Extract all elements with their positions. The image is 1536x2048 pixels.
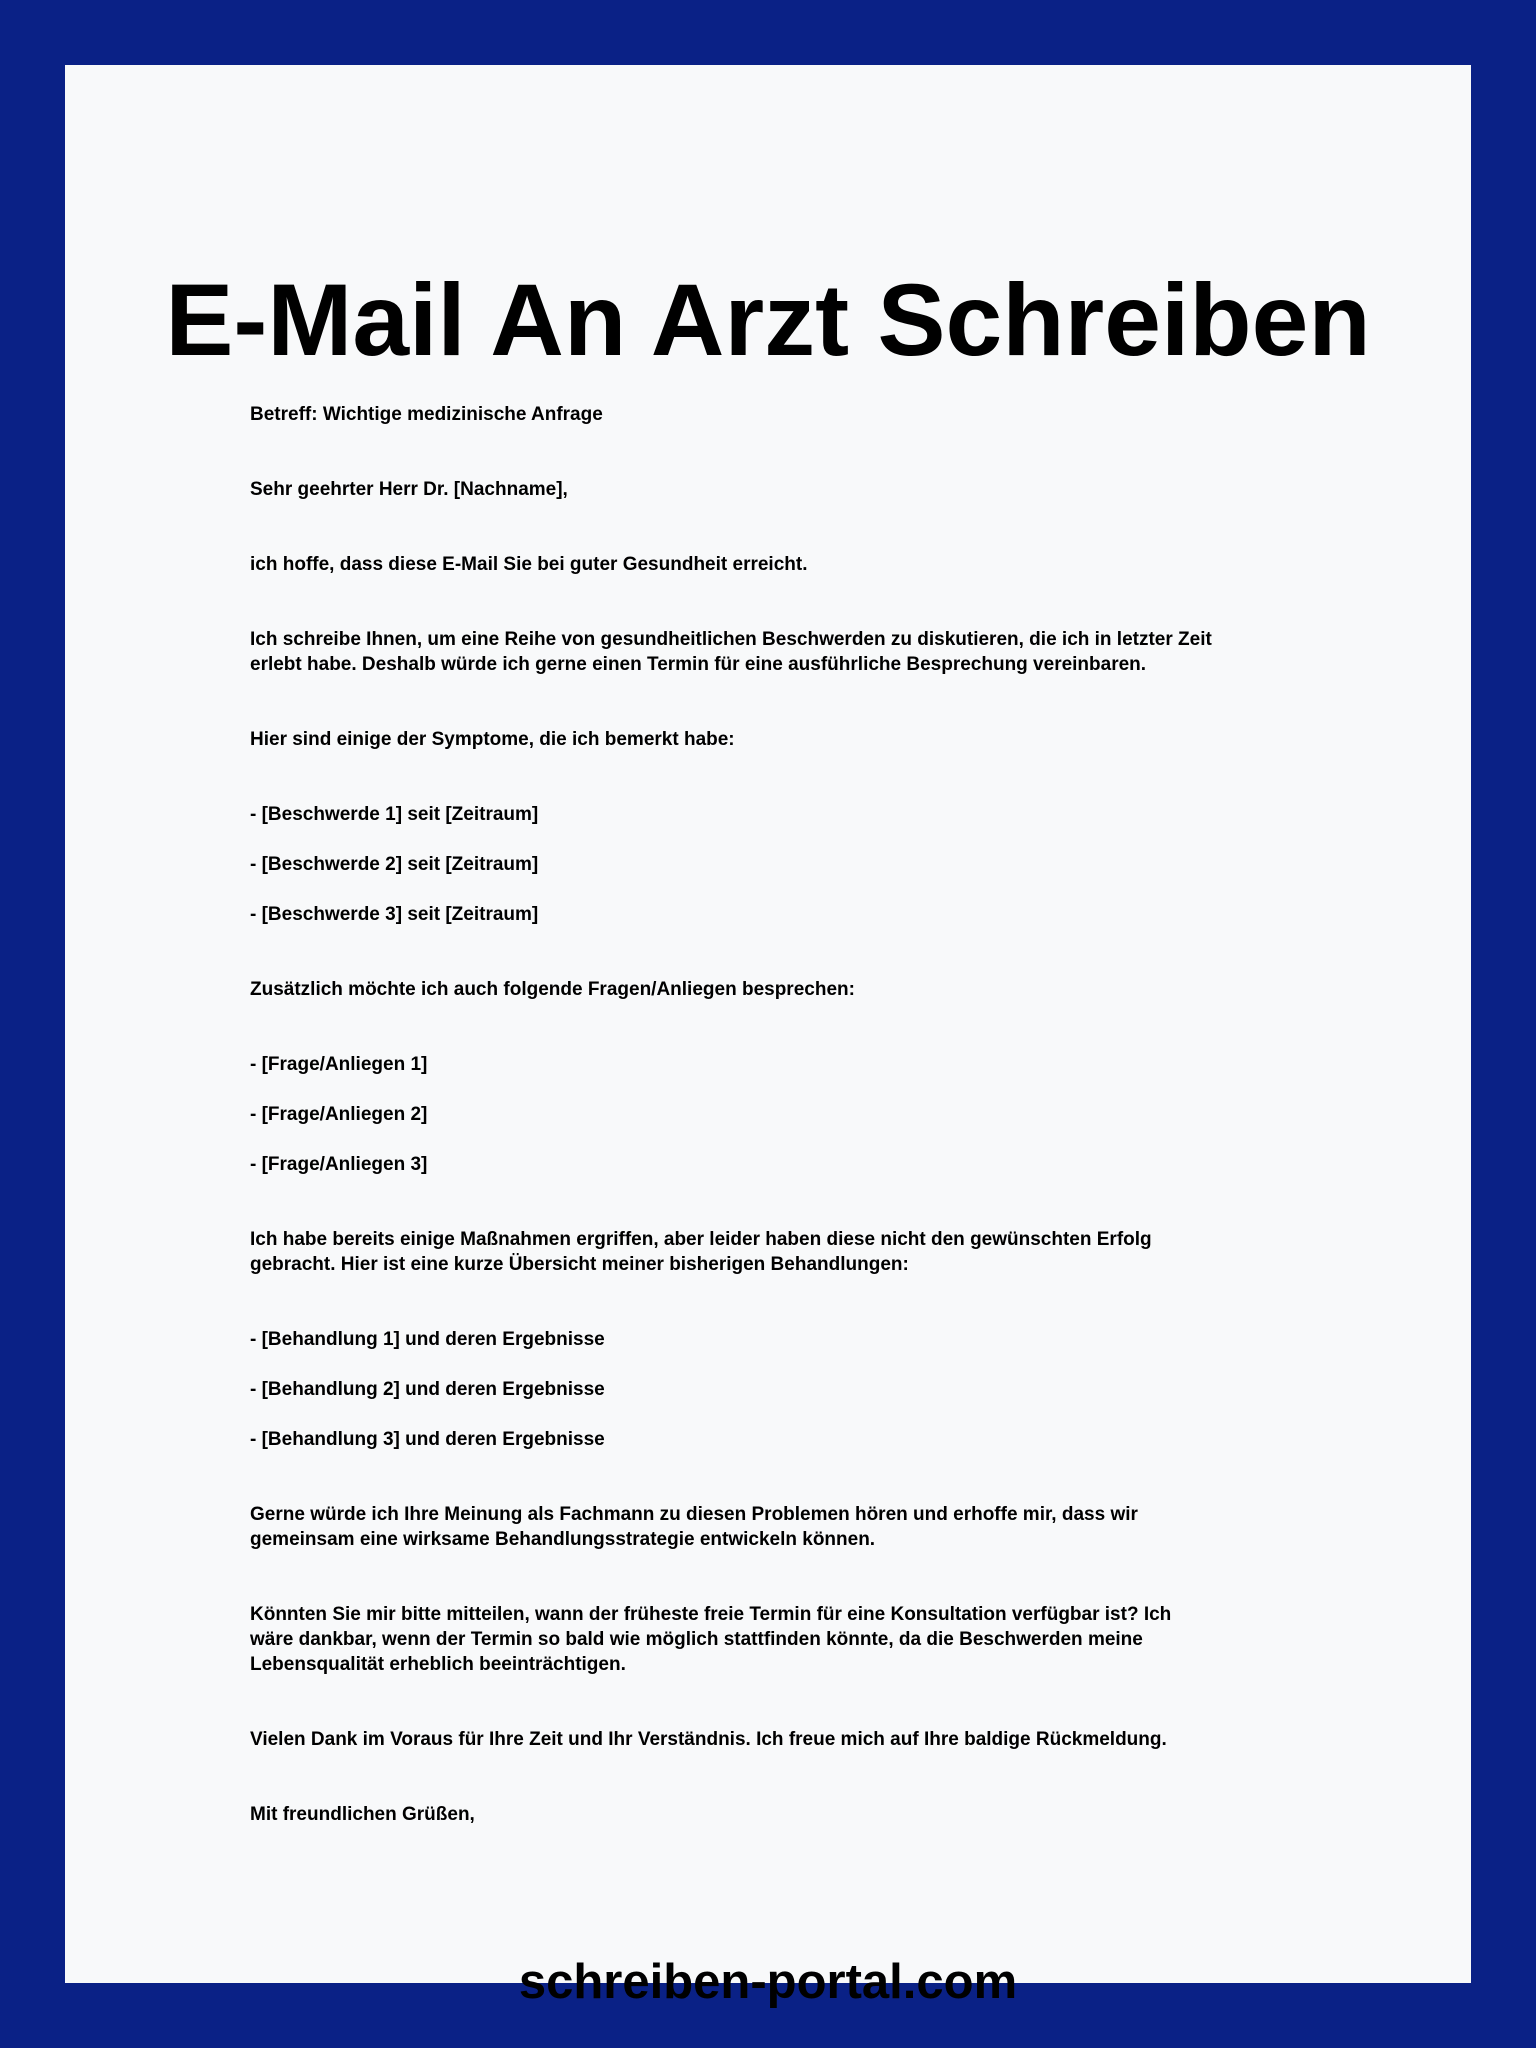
treatments-intro-paragraph (250, 1227, 1350, 1277)
letter-greeting: ich hoffe, dass diese E-Mail Sie bei guter Gesundheit erreicht. (250, 554, 808, 575)
paragraph-line: erlebt habe. Deshalb würde ich gerne einen Termin für eine ausführliche Besprechung vereinbaren. (250, 654, 1147, 675)
question-list-item: - [Frage/Anliegen 1] (250, 1054, 428, 1075)
paragraph-line: Ich schreibe Ihnen, um eine Reihe von gesundheitlichen Beschwerden zu diskutieren, die ich in letzter Zeit (250, 629, 1212, 650)
paragraph-line: Könnten Sie mir bitte mitteilen, wann der früheste freie Termin für eine Konsultation verfügbar ist? Ich (250, 1604, 1172, 1625)
symptom-list-item: - [Beschwerde 2] seit [Zeitraum] (250, 854, 539, 875)
paragraph-line: gemeinsam eine wirksame Behandlungsstrategie entwickeln können. (250, 1529, 876, 1550)
question-list-item: - [Frage/Anliegen 2] (250, 1104, 428, 1125)
paragraph-line: wäre dankbar, wenn der Termin so bald wie möglich stattfinden könnte, da die Beschwerden meine (250, 1629, 1143, 1650)
letter-subject: Betreff: Wichtige medizinische Anfrage (250, 404, 603, 425)
question-list-item: - [Frage/Anliegen 3] (250, 1154, 428, 1175)
letter-closing: Mit freundlichen Grüßen, (250, 1804, 475, 1825)
treatment-list-item: - [Behandlung 2] und deren Ergebnisse (250, 1379, 605, 1400)
page-title: E-Mail An Arzt Schreiben (165, 263, 1371, 377)
letter-thanks: Vielen Dank im Voraus für Ihre Zeit und Ihr Verständnis. Ich freue mich auf Ihre baldige Rückmeldung. (250, 1729, 1167, 1750)
treatment-list-item: - [Behandlung 3] und deren Ergebnisse (250, 1429, 605, 1450)
paragraph-line: Ich habe bereits einige Maßnahmen ergriffen, aber leider haben diese nicht den gewünschten Erfolg (250, 1229, 1152, 1250)
paragraph-line: gebracht. Hier ist eine kurze Übersicht meiner bisherigen Behandlungen: (250, 1254, 909, 1275)
symptoms-intro: Hier sind einige der Symptome, die ich bemerkt habe: (250, 729, 735, 750)
letter-salutation: Sehr geehrter Herr Dr. [Nachname], (250, 479, 568, 500)
paragraph-line: Gerne würde ich Ihre Meinung als Fachmann zu diesen Problemen hören und erhoffe mir, dass wir (250, 1504, 1138, 1525)
symptom-list-item: - [Beschwerde 1] seit [Zeitraum] (250, 804, 539, 825)
questions-intro: Zusätzlich möchte ich auch folgende Fragen/Anliegen besprechen: (250, 979, 855, 1000)
letter-intro-paragraph (250, 627, 1350, 677)
document-panel (65, 65, 1471, 2009)
treatment-list-item: - [Behandlung 1] und deren Ergebnisse (250, 1329, 605, 1350)
symptom-list-item: - [Beschwerde 3] seit [Zeitraum] (250, 904, 539, 925)
paragraph-line: Lebensqualität erheblich beeinträchtigen. (250, 1654, 626, 1675)
request-paragraph (250, 1602, 1350, 1677)
site-watermark: schreiben-portal.com (518, 1955, 1018, 2009)
opinion-paragraph (250, 1502, 1350, 1552)
